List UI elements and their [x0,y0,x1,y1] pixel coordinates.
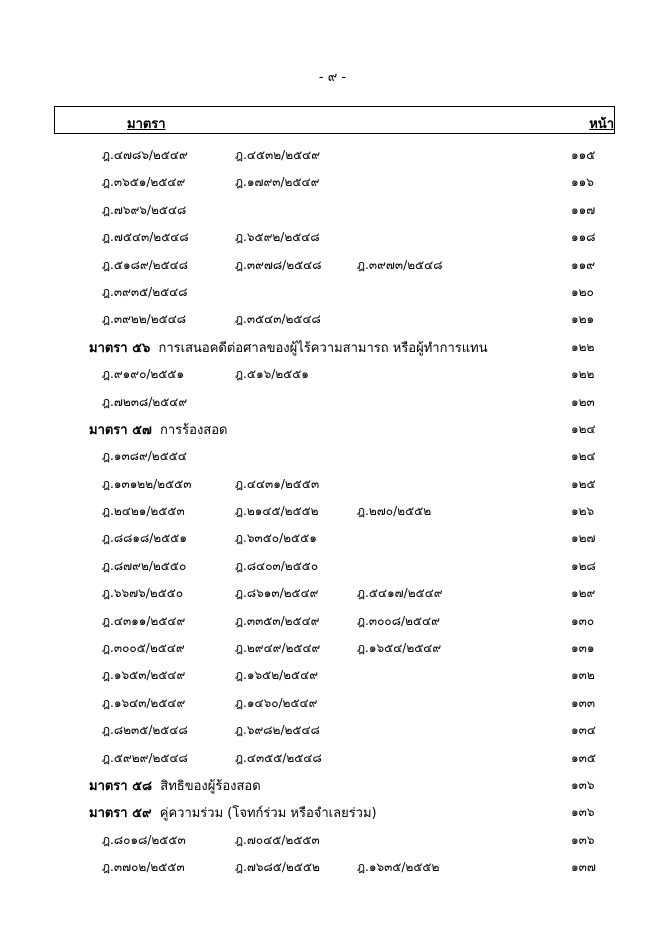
case-row [0,443,665,470]
page-ref: ๑๓๑ [571,641,595,656]
section-title: การร้องสอด [160,422,228,438]
case-row [0,608,665,635]
page-number: - ๙ - [318,70,347,85]
page-ref: ๑๒๗ [571,531,596,546]
case-citation: ฎ.๓๐๐๕/๒๕๔๙ [102,641,185,656]
section-title: สิทธิของผู้ร้องสอด [160,778,261,794]
table-header [54,106,615,134]
index-list [0,142,665,882]
case-row [0,662,665,689]
section-number: มาตรา ๕๗ [89,422,152,438]
case-citation: ฎ.๑๓๑๒๒/๒๕๕๓ [102,476,192,491]
case-citation: ฎ.๖๙๘๒/๒๕๔๘ [235,723,320,738]
case-citation: ฎ.๘๒๓๕/๒๕๔๘ [102,723,188,738]
case-citation: ฎ.๕๔๑๗/๒๕๔๙ [357,586,443,601]
page-ref: ๑๓๖ [571,777,595,792]
case-citation: ฎ.๓๙๒๒/๒๕๔๘ [102,312,187,327]
section-heading-row [0,334,665,361]
case-citation: ฎ.๓๓๕๓/๒๕๔๙ [235,613,320,628]
page-ref: ๑๓๒ [571,668,595,683]
section-number: มาตรา ๕๘ [89,778,152,794]
header-section-label: มาตรา [127,117,166,132]
case-row [0,635,665,662]
page-ref: ๑๒๘ [571,558,596,573]
case-citation: ฎ.๔๓๕๕/๒๕๔๘ [235,750,322,765]
case-citation: ฎ.๑๖๕๔/๒๕๔๙ [357,641,442,656]
case-citation: ฎ.๕๙๒๙/๒๕๔๘ [102,750,188,765]
page-ref: ๑๓๕ [571,750,596,765]
page-ref: ๑๒๔ [571,449,596,464]
section-number: มาตรา ๕๖ [89,340,151,356]
section-heading [89,775,261,796]
case-citation: ฎ.๓๙๓๕/๒๕๔๘ [102,284,188,299]
page-ref: ๑๒๔ [571,421,596,436]
case-citation: ฎ.๘๖๑๓/๒๕๔๙ [235,586,319,601]
page-ref: ๑๑๗ [571,202,596,217]
case-citation: ฎ.๘๘๑๘/๒๕๕๑ [102,531,187,546]
case-citation: ฎ.๕๑๖/๒๕๕๑ [235,367,309,382]
section-heading-row [0,799,665,826]
case-row [0,169,665,196]
case-citation: ฎ.๒๙๔๙/๒๕๔๙ [235,641,321,656]
case-row [0,361,665,388]
case-citation: ฎ.๗๖๙๖/๒๕๔๘ [102,202,187,217]
case-citation: ฎ.๑๗๙๓/๒๕๔๙ [235,175,320,190]
case-row [0,498,665,525]
case-row [0,745,665,772]
case-citation: ฎ.๒๑๔๕/๒๕๕๒ [235,504,319,519]
case-citation: ฎ.๒๗๐/๒๕๕๒ [357,504,432,519]
case-citation: ฎ.๔๔๓๑/๒๕๕๓ [235,476,320,491]
page-ref: ๑๓๓ [571,695,596,710]
page-ref: ๑๑๖ [571,175,594,190]
header-page-label: หน้า [589,117,614,132]
page-ref: ๑๒๒ [571,339,595,354]
case-citation: ฎ.๔๕๓๒/๒๕๔๙ [235,148,321,162]
case-citation: ฎ.๗๕๔๓/๒๕๔๘ [102,230,189,245]
case-row [0,389,665,416]
case-citation: ฎ.๘๗๙๒/๒๕๕๐ [102,558,187,573]
case-citation: ฎ.๗๖๘๕/๒๕๕๒ [235,860,320,875]
case-row [0,717,665,744]
case-citation: ฎ.๒๔๒๑/๒๕๕๓ [102,504,185,519]
page-ref: ๑๓๖ [571,805,595,820]
case-citation: ฎ.๓๖๕๑/๒๕๔๙ [102,175,186,190]
case-row [0,279,665,306]
page-ref: ๑๑๕ [571,148,596,162]
case-row [0,827,665,854]
case-row [0,224,665,251]
case-citation: ฎ.๔๗๘๖/๒๕๔๙ [102,148,188,162]
page-ref: ๑๒๐ [571,284,594,299]
case-row [0,142,665,169]
case-citation: ฎ.๑๖๕๓/๒๕๔๙ [102,668,186,683]
case-row [0,553,665,580]
case-citation: ฎ.๓๕๔๓/๒๕๔๘ [235,312,321,327]
page-ref: ๑๒๕ [571,476,596,491]
page-ref: ๑๑๙ [571,257,596,272]
page-ref: ๑๒๓ [571,394,595,409]
section-number: มาตรา ๕๙ [89,806,152,822]
section-heading-row [0,772,665,799]
case-row [0,690,665,717]
page-ref: ๑๒๖ [571,504,595,519]
case-row [0,471,665,498]
case-citation: ฎ.๑๓๘๙/๒๕๕๔ [102,449,187,464]
section-title: การเสนอคดีต่อศาลของผู้ไร้ความสามารถ หรือผู้ทำการแทน [158,340,488,356]
page-ref: ๑๓๗ [571,860,596,875]
case-citation: ฎ.๓๗๐๒/๒๕๕๓ [102,860,185,875]
case-citation: ฎ.๗๒๓๘/๒๕๔๙ [102,394,188,409]
case-citation: ฎ.๑๖๓๕/๒๕๕๒ [357,860,440,875]
case-citation: ฎ.๖๖๗๖/๒๕๕๐ [102,586,184,601]
section-title: คู่ความร่วม (โจทก์ร่วม หรือจำเลยร่วม) [159,806,377,822]
section-heading [89,337,488,358]
case-row [0,197,665,224]
case-citation: ฎ.๑๔๖๐/๒๕๔๙ [235,695,318,710]
page-ref: ๑๒๒ [571,367,595,382]
section-heading [89,802,377,823]
page-ref: ๑๑๘ [571,230,596,245]
page-ref: ๑๒๑ [571,312,595,327]
case-citation: ฎ.๘๐๑๘/๒๕๕๓ [102,832,186,847]
page-ref: ๑๓๔ [571,723,596,738]
case-citation: ฎ.๑๖๕๒/๒๕๔๙ [235,668,319,683]
case-citation: ฎ.๙๑๙๐/๒๕๕๑ [102,367,185,382]
case-citation: ฎ.๖๕๙๒/๒๕๔๘ [235,230,320,245]
section-heading-row [0,416,665,443]
page-ref: ๑๓๖ [571,832,595,847]
case-citation: ฎ.๗๐๔๕/๒๕๕๓ [235,832,320,847]
case-row [0,525,665,552]
case-citation: ฎ.๖๓๕๐/๒๕๕๑ [235,531,317,546]
case-citation: ฎ.๓๙๗๓/๒๕๔๘ [357,257,443,272]
case-citation: ฎ.๓๙๗๘/๒๕๔๘ [235,257,322,272]
case-row [0,580,665,607]
case-citation: ฎ.๘๔๐๓/๒๕๕๐ [235,558,319,573]
page-ref: ๑๒๙ [571,586,596,601]
case-citation: ฎ.๓๐๐๘/๒๕๔๙ [357,613,440,628]
case-row [0,854,665,881]
case-citation: ฎ.๑๖๔๓/๒๕๔๙ [102,695,186,710]
case-citation: ฎ.๔๓๑๑/๒๕๔๙ [102,613,186,628]
case-row [0,252,665,279]
case-citation: ฎ.๕๑๘๙/๒๕๔๘ [102,257,188,272]
page-ref: ๑๓๐ [571,613,595,628]
section-heading [89,419,227,440]
case-row [0,306,665,333]
